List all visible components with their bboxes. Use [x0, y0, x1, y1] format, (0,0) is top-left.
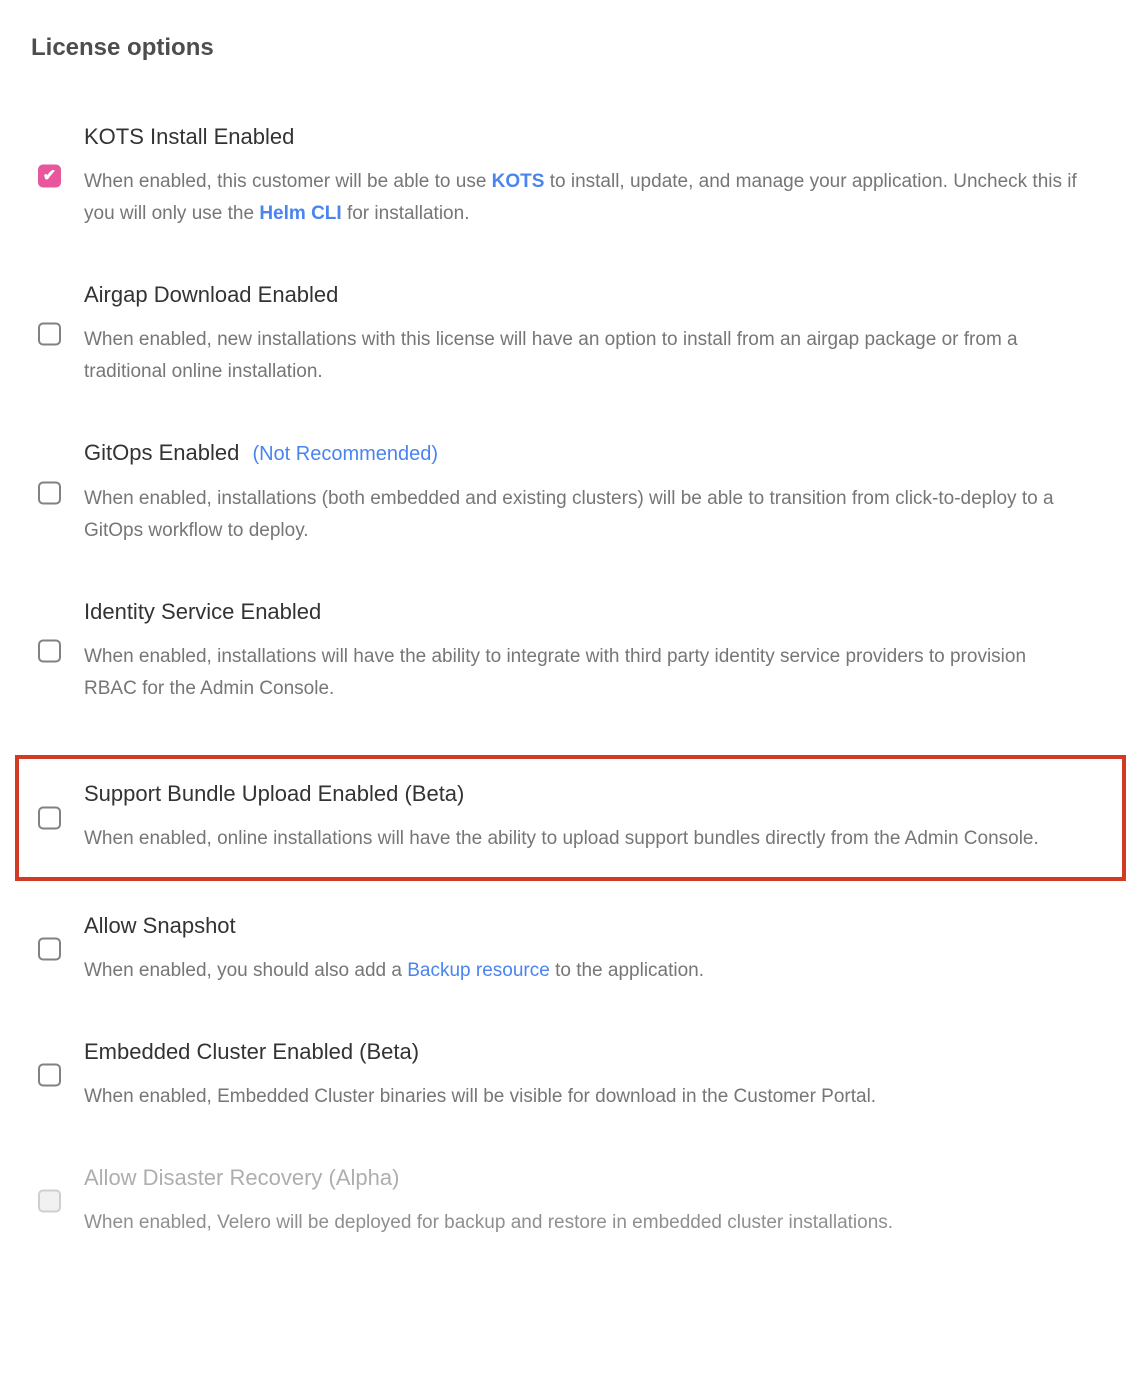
option-description: When enabled, new installations with this license will have an option to install from an airgap package or from a traditional online installation.: [84, 329, 1018, 382]
option-label-text: Allow Snapshot: [84, 913, 236, 938]
option-description: When enabled, Velero will be deployed for backup and restore in embedded cluster installations.: [84, 1212, 894, 1233]
link-backup-resource[interactable]: Backup resource: [407, 960, 550, 981]
option-label: [84, 122, 1102, 152]
checkbox-airgap-download-enabled[interactable]: [38, 323, 61, 346]
checkbox-embedded-cluster-enabled-beta[interactable]: [38, 1064, 61, 1087]
option-label-suffix: (Not Recommended): [252, 443, 439, 465]
option-label-text: Support Bundle Upload Enabled (Beta): [84, 781, 465, 806]
option-allow-snapshot: [0, 911, 1142, 987]
option-label: [84, 438, 1102, 469]
option-description: When enabled, online installations will have the ability to upload support bundles directly from the Admin Console.: [84, 828, 1039, 849]
option-label-text: Airgap Download Enabled: [84, 282, 339, 307]
checkbox-allow-disaster-recovery-alpha: [38, 1190, 61, 1213]
option-label: [84, 779, 1086, 809]
option-label: [84, 597, 1102, 627]
option-label: [84, 280, 1102, 310]
option-label-text: KOTS Install Enabled: [84, 124, 295, 149]
link-helm-cli[interactable]: Helm CLI: [259, 203, 342, 224]
option-description: When enabled, installations will have the ability to integrate with third party identity service providers to provision RBAC for the Admin Console.: [84, 646, 1027, 699]
option-description: When enabled, Embedded Cluster binaries will be visible for download in the Customer Portal.: [84, 1086, 877, 1107]
options-list: [0, 122, 1142, 1239]
option-description: When enabled, this customer will be able to use KOTS to install, update, and manage your application. Uncheck this if you will only use the Helm CLI for installation.: [84, 171, 1077, 224]
option-kots-install-enabled: [0, 122, 1142, 230]
option-allow-disaster-recovery-alpha: [0, 1163, 1142, 1239]
option-label: [84, 1163, 1102, 1193]
option-embedded-cluster-enabled-beta: [0, 1037, 1142, 1113]
page-title: License options: [31, 34, 214, 61]
option-label-text: Identity Service Enabled: [84, 599, 322, 624]
option-label: [84, 1037, 1102, 1067]
option-description: When enabled, installations (both embedded and existing clusters) will be able to transition from click-to-deploy to a GitOps workflow to deploy.: [84, 488, 1054, 541]
option-identity-service-enabled: [0, 597, 1142, 705]
option-label-text: GitOps Enabled: [84, 440, 240, 465]
option-label: [84, 911, 1102, 941]
checkbox-kots-install-enabled[interactable]: [38, 165, 61, 188]
checkbox-support-bundle-upload-enabled-beta[interactable]: [38, 807, 61, 830]
checkbox-gitops-enabled[interactable]: [38, 481, 61, 504]
checkbox-allow-snapshot[interactable]: [38, 938, 61, 961]
checkbox-identity-service-enabled[interactable]: [38, 640, 61, 663]
option-gitops-enabled: [0, 438, 1142, 547]
link-kots[interactable]: KOTS: [491, 171, 545, 192]
option-support-bundle-upload-enabled-beta: [15, 755, 1126, 881]
option-airgap-download-enabled: [0, 280, 1142, 388]
option-label-text: Embedded Cluster Enabled (Beta): [84, 1039, 420, 1064]
option-description: When enabled, you should also add a Backup resource to the application.: [84, 960, 705, 981]
option-label-text: Allow Disaster Recovery (Alpha): [84, 1165, 400, 1190]
